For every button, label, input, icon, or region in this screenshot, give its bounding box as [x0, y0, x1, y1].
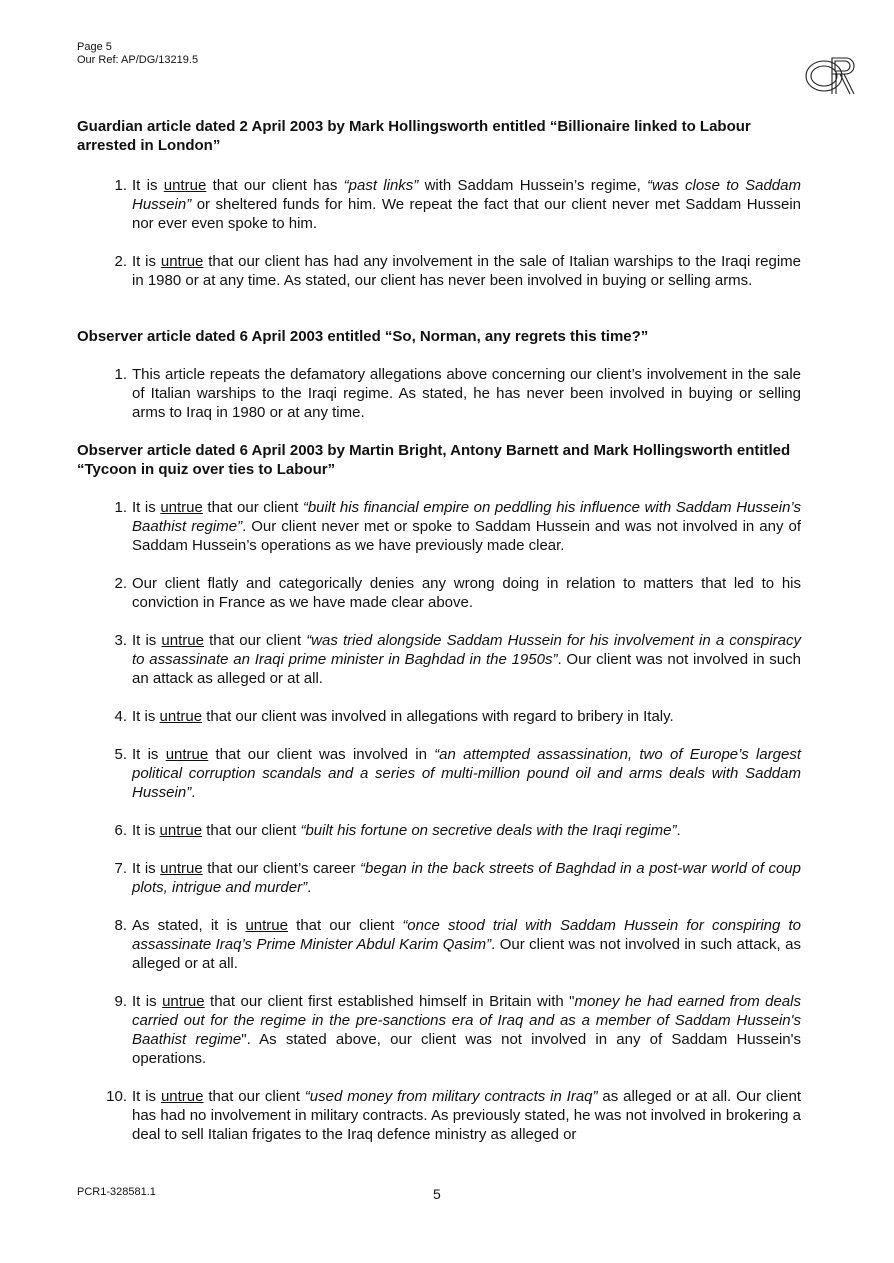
item-number: 10. [106, 1088, 127, 1105]
item-number: 8. [114, 917, 127, 934]
item-text [132, 822, 681, 839]
emphasis-underline: untrue [159, 708, 203, 725]
item-number: 1. [114, 177, 127, 194]
item-text [132, 253, 801, 289]
text-run: . Our client never met or spoke to Saddam Hussein and was not involved in any of Saddam Hussein’s operations as we have previously made clear. [132, 518, 801, 554]
text-run: It is [132, 993, 163, 1010]
emphasis-underline: untrue [245, 917, 288, 934]
list-item [77, 1087, 801, 1144]
section-title-observer-1: Observer article dated 6 April 2003 entitled “So, Norman, any regrets this time?” [77, 328, 649, 345]
page-number: 5 [433, 1186, 441, 1202]
text-run: that our client [202, 822, 301, 839]
list-item [77, 365, 801, 422]
list-item [77, 916, 801, 973]
section-title-guardian: Guardian article dated 2 April 2003 by Mark Hollingsworth entitled “Billionaire linked to Labour arrested in London” [77, 118, 751, 154]
quoted-allegation: “was tried alongside Saddam Hussein for his involvement in a conspiracy to assassinate an Iraqi prime minister in Baghdad in the 1950s” [132, 632, 801, 668]
item-number: 1. [114, 499, 127, 516]
text-run: with Saddam Hussein’s regime, [418, 177, 648, 194]
text-run: that our client was involved in allegations with regard to bribery in Italy. [202, 708, 674, 725]
list-item [77, 707, 801, 726]
list-item [77, 252, 801, 290]
list-item [77, 498, 801, 555]
text-run: . Our client was not involved in such an attack as alleged or at all. [132, 651, 801, 687]
document-reference: PCR1-328581.1 [77, 1186, 156, 1198]
emphasis-underline: untrue [161, 632, 204, 649]
text-run: As stated, it is [132, 917, 246, 934]
text-run: . [191, 784, 196, 801]
emphasis-underline: untrue [163, 177, 207, 194]
text-run: It is [132, 632, 162, 649]
item-text [132, 746, 801, 801]
list-item [77, 574, 801, 612]
item-text [132, 860, 801, 896]
text-run: that our client first established himself in Britain with " [204, 993, 575, 1010]
quoted-allegation: “an attempted assassination, two of Europe’s largest political corruption scandals and a series of multi-million pound oil and arms deals with Saddam Hussein” [132, 746, 801, 801]
emphasis-underline: untrue [160, 860, 203, 877]
quoted-allegation: “began in the back streets of Baghdad in a post-war world of coup plots, intrigue and murder” [132, 860, 801, 896]
item-text [132, 632, 801, 687]
text-run: that our client has had any involvement in the sale of Italian warships to the Iraqi regime in 1980 or at any time. As stated, our client has never been involved in buying or selling arms. [132, 253, 801, 289]
quoted-allegation: “built his fortune on secretive deals with the Iraqi regime” [300, 822, 677, 839]
item-text [132, 917, 801, 972]
text-run: that our client [202, 499, 303, 516]
item-number: 7. [114, 860, 127, 877]
quoted-allegation: “past links” [343, 177, 419, 194]
emphasis-underline: untrue [162, 993, 205, 1010]
item-text [132, 708, 674, 725]
quoted-allegation: “built his financial empire on peddling his influence with Saddam Hussein’s Baathist regime” [132, 499, 801, 535]
quoted-allegation: “once stood trial with Saddam Hussein for conspiring to assassinate Iraq’s Prime Minister Abdul Karim Qasim” [132, 917, 801, 953]
list-item [77, 859, 801, 897]
text-run: . Our client was not involved in such attack, as alleged or at all. [132, 936, 801, 972]
text-run: It is [132, 499, 161, 516]
item-text [132, 499, 801, 554]
page-header [77, 41, 198, 67]
emphasis-underline: untrue [160, 499, 203, 516]
page-label: Page 5 [77, 41, 112, 53]
text-run: or sheltered funds for him. We repeat the fact that our client never met Saddam Hussein nor ever even spoke to him. [132, 196, 801, 232]
text-run: . [676, 822, 681, 839]
item-text [132, 575, 801, 611]
item-text [132, 993, 801, 1067]
item-number: 6. [114, 822, 127, 839]
text-run: that our client [288, 917, 403, 934]
item-text [132, 177, 801, 232]
list-item [77, 821, 801, 840]
emphasis-underline: untrue [160, 253, 204, 270]
emphasis-underline: untrue [165, 746, 209, 763]
item-text [132, 1088, 801, 1143]
text-run: It is [132, 860, 161, 877]
text-run: that our client [203, 632, 307, 649]
text-run: This article repeats the defamatory allegations above concerning our client’s involvement in the sale of Italian warships to the Iraqi regime. As stated, he has never been involved in buying or selling arms to Iraq in 1980 or at any time. [132, 366, 801, 421]
item-number: 9. [114, 993, 127, 1010]
text-run: It is [132, 708, 160, 725]
item-number: 2. [114, 253, 127, 270]
item-number: 4. [114, 708, 127, 725]
claims-list-observer-1 [77, 365, 801, 422]
section-title-observer-2: Observer article dated 6 April 2003 by Martin Bright, Antony Barnett and Mark Hollingsworth entitled “Tycoon in quiz over ties to Labour” [77, 442, 791, 478]
text-run: as alleged or at all. Our client has had no involvement in military contracts. As previously stated, he was not involved in brokering a deal to sell Italian frigates to the Iraq defence ministry as alleged or [132, 1088, 802, 1143]
item-number: 3. [114, 632, 127, 649]
list-item [77, 631, 801, 688]
text-run: Our client flatly and categorically denies any wrong doing in relation to matters that led to his conviction in France as we have made clear above. [132, 575, 801, 611]
quoted-allegation: “used money from military contracts in Iraq” [304, 1088, 598, 1105]
quoted-allegation: money he had earned from deals carried out for the regime in the pre-sanctions era of Iraq and as a member of Saddam Hussein's Baathist regime [132, 993, 801, 1048]
text-run: It is [132, 177, 164, 194]
item-number: 5. [114, 746, 127, 763]
item-text [132, 366, 801, 421]
list-item [77, 992, 801, 1068]
text-run: that our client has [206, 177, 344, 194]
text-run: that our client was involved in [208, 746, 435, 763]
text-run: It is [132, 746, 166, 763]
quoted-allegation: “was close to Saddam Hussein” [132, 177, 801, 213]
claims-list-guardian [77, 176, 801, 290]
text-run: ". As stated above, our client was not involved in any of Saddam Hussein's operations. [132, 1031, 802, 1067]
firm-logo-icon [800, 52, 858, 98]
item-number: 1. [114, 366, 127, 383]
text-run: It is [132, 1088, 161, 1105]
emphasis-underline: untrue [159, 822, 203, 839]
item-number: 2. [114, 575, 127, 592]
text-run: that our client [203, 1088, 305, 1105]
claims-list-observer-2 [77, 498, 801, 1144]
list-item [77, 176, 801, 233]
list-item [77, 745, 801, 802]
text-run: . [307, 879, 312, 896]
emphasis-underline: untrue [160, 1088, 204, 1105]
text-run: It is [132, 822, 160, 839]
text-run: that our client’s career [202, 860, 361, 877]
reference: Our Ref: AP/DG/13219.5 [77, 54, 199, 66]
text-run: It is [132, 253, 161, 270]
